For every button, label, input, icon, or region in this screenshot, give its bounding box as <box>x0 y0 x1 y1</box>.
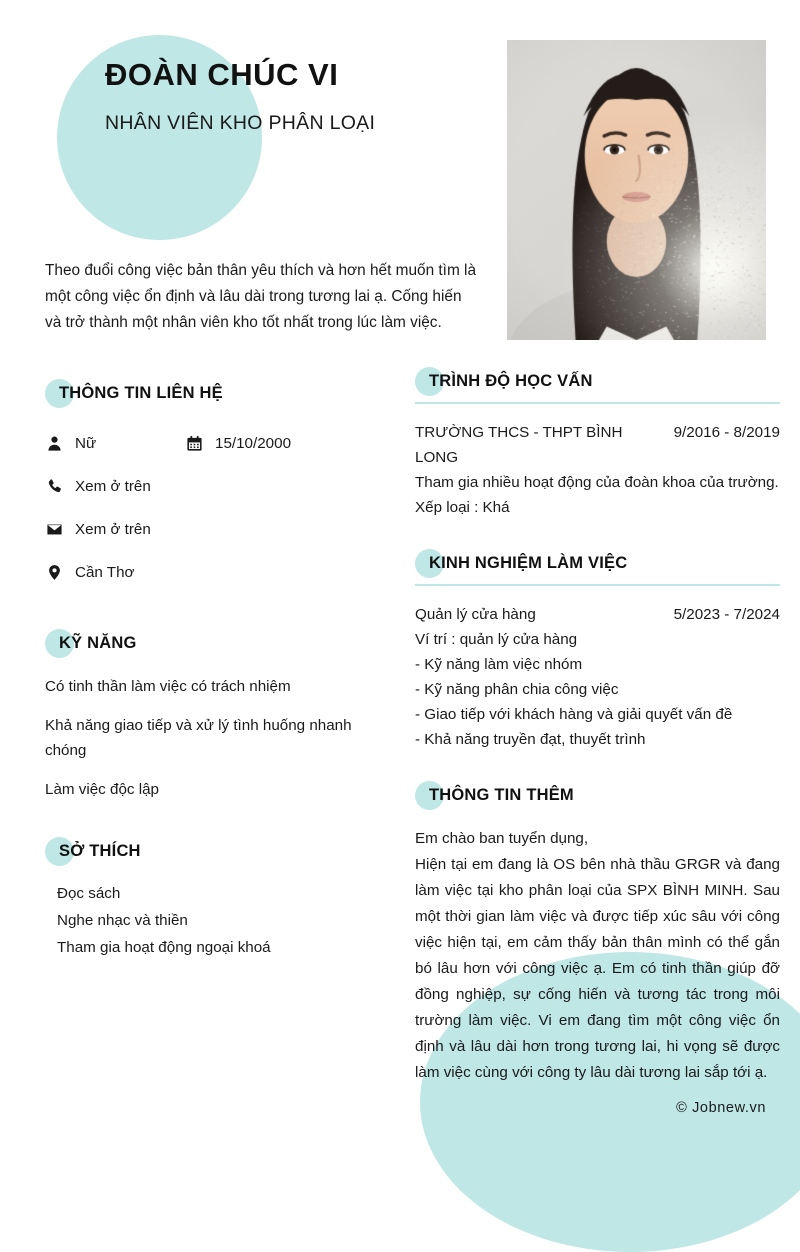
education-entry-header <box>415 420 780 470</box>
contact-row <box>45 422 385 465</box>
list-item: - Khả năng truyền đạt, thuyết trình <box>415 731 646 748</box>
contact-location <box>45 563 135 582</box>
list-item: - Kỹ năng phân chia công việc <box>415 681 619 698</box>
list-item: - Giao tiếp với khách hàng và giải quyết vấn đề <box>415 706 733 723</box>
list-item: Khả năng giao tiếp và xử lý tình huống nhanh chóng <box>45 717 352 759</box>
additional-body: Hiện tại em đang là OS bên nhà thầu GRGR và đang làm việc tại kho phân loại của SPX BÌNH MINH. Sau một thời gian làm việc và được tiếp xúc sâu với công việc hiện tại, em cảm thấy bản thân mình có thể gắn bó lâu hơn với công việc ạ. Em có tinh thần giúp đỡ đồng nghiệp, sự cống hiến và tương tác trong môi trường làm việc. Vi em đang tìm một công việc ổn định và lâu dài hơn trong tương lai, hi vọng sẽ được làm việc cùng với công ty lâu dài tương lai sắp tới ạ. <box>415 856 780 1081</box>
experience-heading <box>415 548 780 580</box>
education-heading <box>415 366 780 398</box>
spacer <box>415 520 780 548</box>
spacer <box>415 752 780 780</box>
experience-date: 5/2023 - 7/2024 <box>673 606 780 623</box>
experience-heading-label: KINH NGHIỆM LÀM VIỆC <box>429 554 628 572</box>
skills-heading-label: KỸ NĂNG <box>59 634 137 652</box>
contact-row <box>45 465 385 508</box>
spacer <box>415 816 780 826</box>
additional-heading <box>415 780 780 812</box>
section-divider <box>415 402 780 404</box>
candidate-name: ĐOÀN CHÚC VI <box>105 57 339 92</box>
contact-row <box>45 508 385 551</box>
envelope-icon <box>45 520 64 539</box>
contact-gender <box>45 434 185 453</box>
education-grade: Xếp loại : Khá <box>415 499 510 516</box>
contact-gender-value: Nữ <box>75 435 97 452</box>
hobbies-list <box>45 880 385 961</box>
hobbies-heading-label: SỞ THÍCH <box>59 842 141 860</box>
right-column <box>415 366 780 1086</box>
skills-list <box>45 674 385 802</box>
phone-icon <box>45 477 64 496</box>
contact-phone-value: Xem ở trên <box>75 478 151 495</box>
contact-heading-label: THÔNG TIN LIÊN HỆ <box>59 384 223 402</box>
experience-entry <box>415 602 780 752</box>
spacer <box>45 802 385 836</box>
contact-row <box>45 551 385 594</box>
list-item: Đọc sách <box>57 885 121 902</box>
education-school: TRƯỜNG THCS - THPT BÌNH LONG <box>415 424 623 466</box>
person-icon <box>45 434 64 453</box>
list-item: - Kỹ năng làm việc nhóm <box>415 656 583 673</box>
additional-heading-label: THÔNG TIN THÊM <box>429 786 574 804</box>
location-pin-icon <box>45 563 64 582</box>
contact-list <box>45 422 385 594</box>
contact-birthdate-value: 15/10/2000 <box>215 435 292 452</box>
contact-phone <box>45 477 151 496</box>
list-item: Có tinh thần làm việc có trách nhiệm <box>45 678 291 695</box>
education-detail: Tham gia nhiều hoạt động của đoàn khoa của trường. <box>415 474 779 491</box>
spacer <box>45 594 385 628</box>
candidate-photo <box>507 40 766 340</box>
contact-birthdate <box>185 434 291 453</box>
education-date: 9/2016 - 8/2019 <box>673 424 780 441</box>
experience-title: Quản lý cửa hàng <box>415 606 536 623</box>
hobbies-heading <box>45 836 385 868</box>
left-column <box>45 378 385 961</box>
candidate-role: NHÂN VIÊN KHO PHÂN LOẠI <box>105 112 376 134</box>
list-item: Tham gia hoạt động ngoại khoá <box>57 939 271 956</box>
education-entry <box>415 420 780 520</box>
contact-email <box>45 520 151 539</box>
list-item: Nghe nhạc và thiền <box>57 912 188 929</box>
section-divider <box>415 584 780 586</box>
contact-heading <box>45 378 385 410</box>
contact-location-value: Cần Thơ <box>75 564 135 581</box>
contact-email-value: Xem ở trên <box>75 521 151 538</box>
skills-heading <box>45 628 385 660</box>
experience-entry-header <box>415 602 780 627</box>
profile-summary: Theo đuổi công việc bản thân yêu thích và hơn hết muốn tìm là một công việc ổn định và lâu dài trong tương lai ạ. Cống hiến và trở thành một nhân viên kho tốt nhất trong lúc làm việc. <box>45 262 477 331</box>
calendar-icon <box>185 434 204 453</box>
education-heading-label: TRÌNH ĐỘ HỌC VẤN <box>429 372 593 390</box>
list-item: Làm việc độc lập <box>45 781 159 798</box>
experience-position: Ví trí : quản lý cửa hàng <box>415 631 578 648</box>
additional-greeting: Em chào ban tuyển dụng, <box>415 830 589 847</box>
footer-credit: © Jobnew.vn <box>676 1100 766 1116</box>
